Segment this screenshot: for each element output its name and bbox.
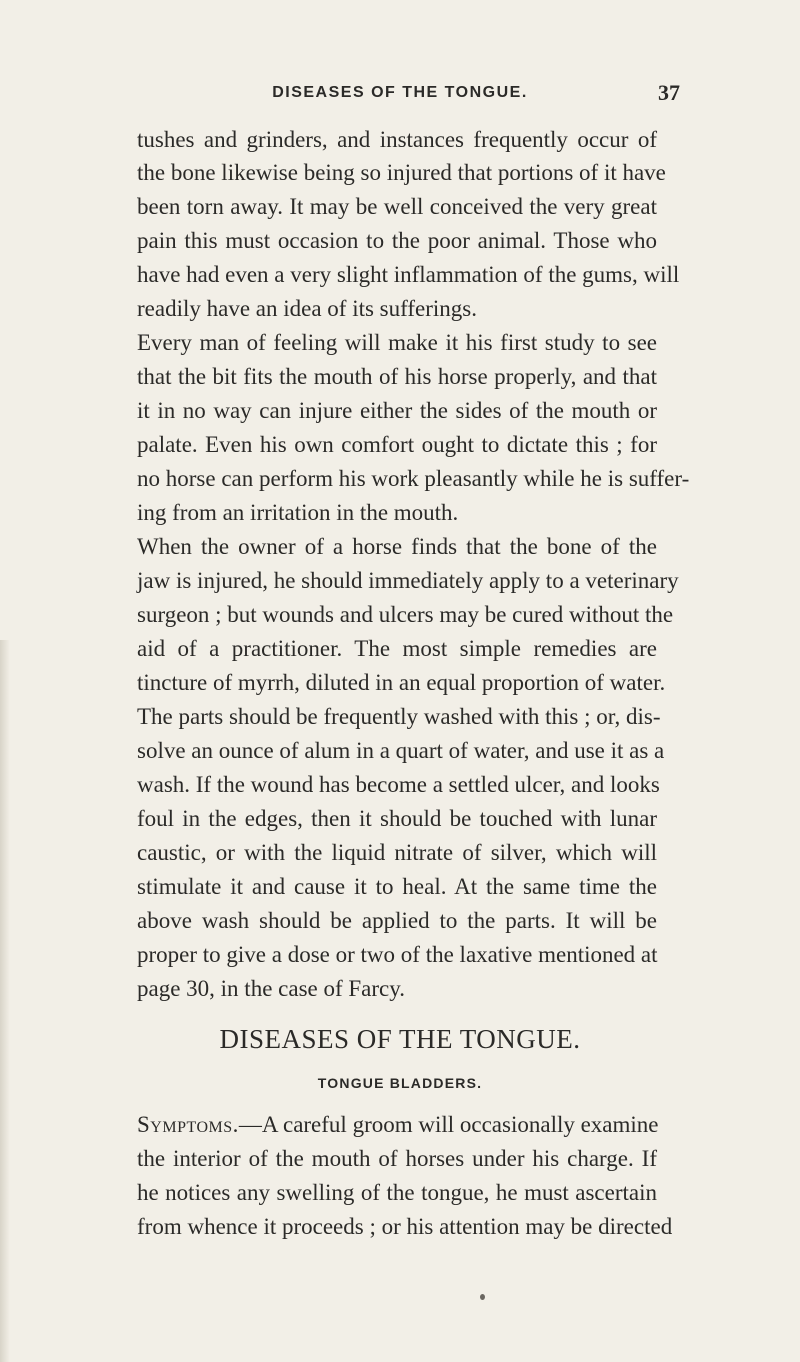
body-line: surgeon ; but wounds and ulcers may be cured without the — [137, 602, 674, 627]
symptoms-label: Symptoms. — [137, 1112, 239, 1137]
section-subheading: TONGUE BLADDERS. — [317, 1075, 483, 1091]
body-line: solve an ounce of alum in a quart of water, and use it as a — [137, 738, 665, 763]
body-line: When the owner of a horse finds that the bone of the — [137, 534, 657, 559]
body-line: palate. Even his own comfort ought to dictate this ; for — [137, 432, 657, 457]
body-line: above wash should be applied to the parts. It will be — [137, 908, 657, 933]
body-line: proper to give a dose or two of the laxative mentioned at — [137, 942, 658, 967]
body-line: from whence it proceeds ; or his attention may be directed — [137, 1214, 673, 1239]
body-line: been torn away. It may be well conceived the very great — [137, 194, 657, 219]
running-head: DISEASES OF THE TONGUE. — [272, 84, 528, 101]
body-line: readily have an idea of its sufferings. — [137, 296, 477, 321]
body-line: it in no way can injure either the sides of the mouth or — [137, 398, 657, 423]
body-line: the bone likewise being so injured that portions of it have — [137, 160, 666, 185]
body-line: page 30, in the case of Farcy. — [137, 976, 406, 1001]
body-line: pain this must occasion to the poor animal. Those who — [137, 228, 657, 253]
body-line: he notices any swelling of the tongue, he must ascertain — [137, 1180, 657, 1205]
body-line: aid of a practitioner. The most simple remedies are — [137, 636, 657, 661]
body-line: Every man of feeling will make it his first study to see — [137, 330, 657, 355]
body-line: caustic, or with the liquid nitrate of silver, which will — [137, 840, 657, 865]
body-line: tincture of myrrh, diluted in an equal proportion of water. — [137, 670, 666, 695]
body-line: stimulate it and cause it to heal. At the same time the — [137, 874, 657, 899]
body-line: jaw is injured, he should immediately apply to a veterinary — [137, 568, 679, 593]
page-number: 37 — [658, 80, 680, 105]
body-line: foul in the edges, then it should be touched with lunar — [137, 806, 657, 831]
section-heading: DISEASES OF THE TONGUE. — [219, 1024, 581, 1054]
body-line: the interior of the mouth of horses under his charge. If — [137, 1146, 657, 1171]
symptoms-first-line — [137, 1109, 657, 1141]
body-line: tushes and grinders, and instances frequently occur of — [137, 127, 657, 152]
ink-speck — [480, 1294, 485, 1300]
body-line: have had even a very slight inflammation of the gums, will — [137, 262, 680, 287]
body-line: ing from an irritation in the mouth. — [137, 500, 459, 525]
body-line: no horse can perform his work pleasantly while he is suffer- — [137, 466, 690, 491]
symptoms-text: —A careful groom will occasionally examine — [238, 1112, 659, 1137]
body-line: The parts should be frequently washed with this ; or, dis- — [137, 704, 661, 729]
body-line: that the bit fits the mouth of his horse properly, and that — [137, 364, 657, 389]
page-gutter-shadow — [0, 640, 10, 1362]
body-line: wash. If the wound has become a settled ulcer, and looks — [137, 772, 660, 797]
